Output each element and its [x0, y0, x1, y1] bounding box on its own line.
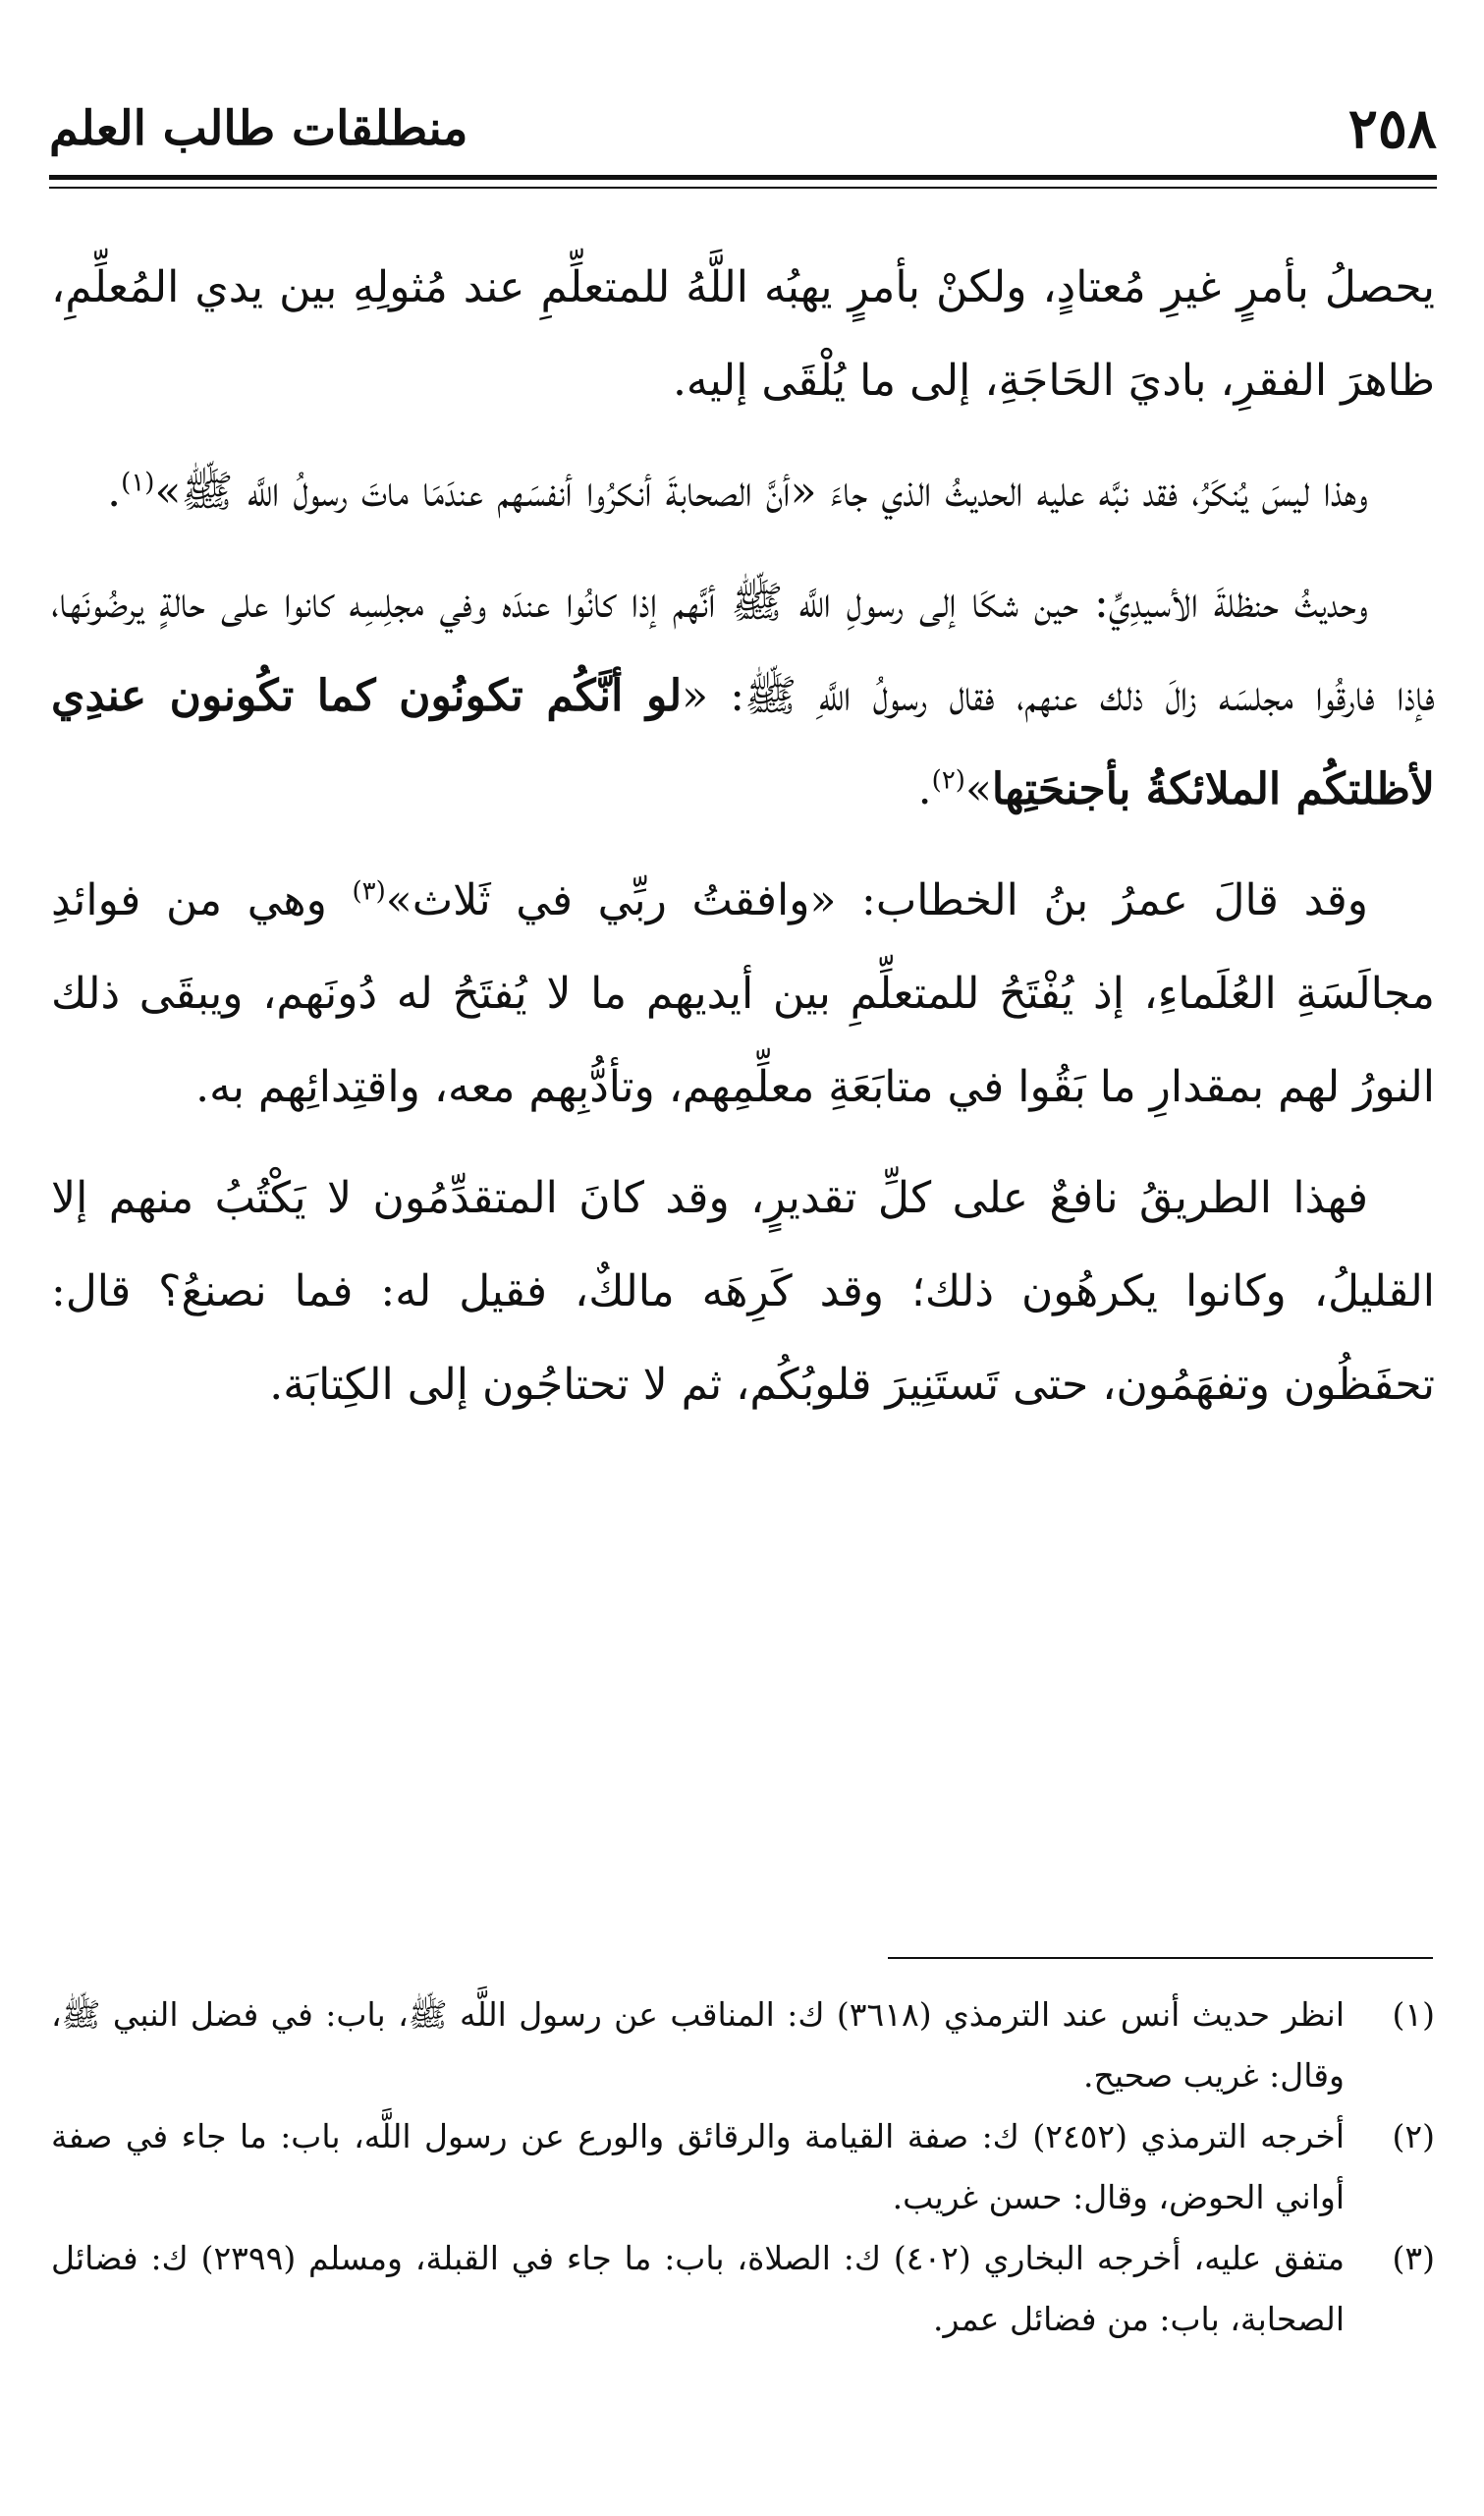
footnote-ref-2: (٢)	[931, 765, 965, 796]
footnote-text: أخرجه الترمذي (٢٤٥٢) ك: صفة القيامة والرقائق والورع عن رسول اللَّه، باب: ما جاء في صفة أواني الحوض، وقال: حسن غريب.	[51, 2117, 1345, 2216]
paragraph-4-start: وقد قالَ عمرُ بنُ الخطاب: «وافقتُ ربِّي في ثَلاث»	[385, 875, 1368, 925]
footnote-text: متفق عليه، أخرجه البخاري (٤٠٢) ك: الصلاة، باب: ما جاء في القبلة، ومسلم (٢٣٩٩) ك: فضائل الصحابة، باب: من فضائل عمر.	[51, 2239, 1345, 2338]
footnote-separator	[888, 1957, 1433, 1959]
paragraph-2-end: .	[107, 467, 122, 517]
footnote-2	[51, 2106, 1435, 2228]
footnote-text: انظر حديث أنس عند الترمذي (٣٦١٨) ك: المناقب عن رسول اللَّه ﷺ، باب: في فضل النبي ﷺ، وقال: غريب صحيح.	[51, 1995, 1345, 2095]
paragraph-3	[51, 556, 1435, 836]
footnote-1	[51, 1985, 1435, 2106]
footnote-number: (١)	[1392, 1995, 1435, 2034]
paragraph-4	[51, 854, 1435, 1134]
paragraph-4-rest: وهي من فوائدِ مجالَسَةِ العُلَماءِ، إذ يُفْتَحُ للمتعلِّمِ بين أيديهم ما لا يُفتَحُ له دُونَهم، ويبقَى ذلك النورُ لهم بمقدارِ ما بَقُوا في متابَعَةِ معلِّمِهم، وتأدُّبِهم معه، واقتِدائِهم به.	[51, 875, 1435, 1112]
footnote-ref-1: (١)	[121, 468, 155, 498]
running-title: منطلقات طالب العلم	[49, 101, 468, 156]
header-rule-thin	[49, 187, 1437, 189]
hadith-quote-bold: لو أنَّكُم تكونُون كما تكُونون عندِي لأظلتكُم الملائكةُ بأجنحَتِها	[51, 671, 1435, 814]
paragraph-5: فهذا الطريقُ نافعٌ على كلِّ تقديرٍ، وقد كانَ المتقدِّمُون لا يَكْتُبُ منهم إلا القليلُ، وكانوا يكرهُون ذلك؛ وقد كَرِهَه مالكٌ، فقيل له: فما نصنعُ؟ قال: تحفَظُون وتفهَمُون، حتى تَستَنِيرَ قلوبُكُم، ثم لا تحتاجُون إلى الكِتابَة.	[51, 1173, 1435, 1410]
paragraph-2	[51, 445, 1435, 538]
main-text	[51, 241, 1435, 1449]
paragraph-1: يحصلُ بأمرٍ غيرِ مُعتادٍ، ولكنْ بأمرٍ يهبُه اللَّهُ للمتعلِّمِ عند مُثولِهِ بين يدي المُعلِّمِ، ظاهرَ الفقرِ، باديَ الحَاجَةِ، إلى ما يُلْقَى إليه.	[51, 262, 1435, 406]
footnote-3	[51, 2228, 1435, 2350]
paragraph-2-text: وهذا ليسَ يُنكَرُ، فقد نبَّه عليه الحديثُ الذي جاءَ «أنَّ الصحابةَ أنكرُوا أنفسَهم عندَمَا ماتَ رسولُ اللَّه ﷺ»	[154, 467, 1368, 517]
header-rule-thick	[49, 175, 1437, 180]
paragraph-3-end: .	[917, 764, 932, 814]
footnote-number: (٢)	[1392, 2117, 1435, 2155]
footnote-ref-3: (٣)	[352, 876, 386, 907]
paragraph-3-text: وحديثُ حنظلةَ الأسيدِيِّ: حين شكَا إلى رسولِ اللَّه ﷺ أنَّهم إذا كانُوا عندَه وفي مجلِسِه كانوا على حالةٍ يرضُونَها، فإذا فارقُوا مجلسَه زالَ ذلك عنهم، فقال رسولُ اللَّهِ ﷺ: «	[51, 578, 1435, 721]
page-header	[49, 93, 1437, 164]
footnote-number: (٣)	[1392, 2239, 1435, 2277]
footnotes	[51, 1985, 1435, 2350]
page-number: ٢٥٨	[1347, 96, 1437, 161]
paragraph-3-close: »	[964, 764, 992, 814]
